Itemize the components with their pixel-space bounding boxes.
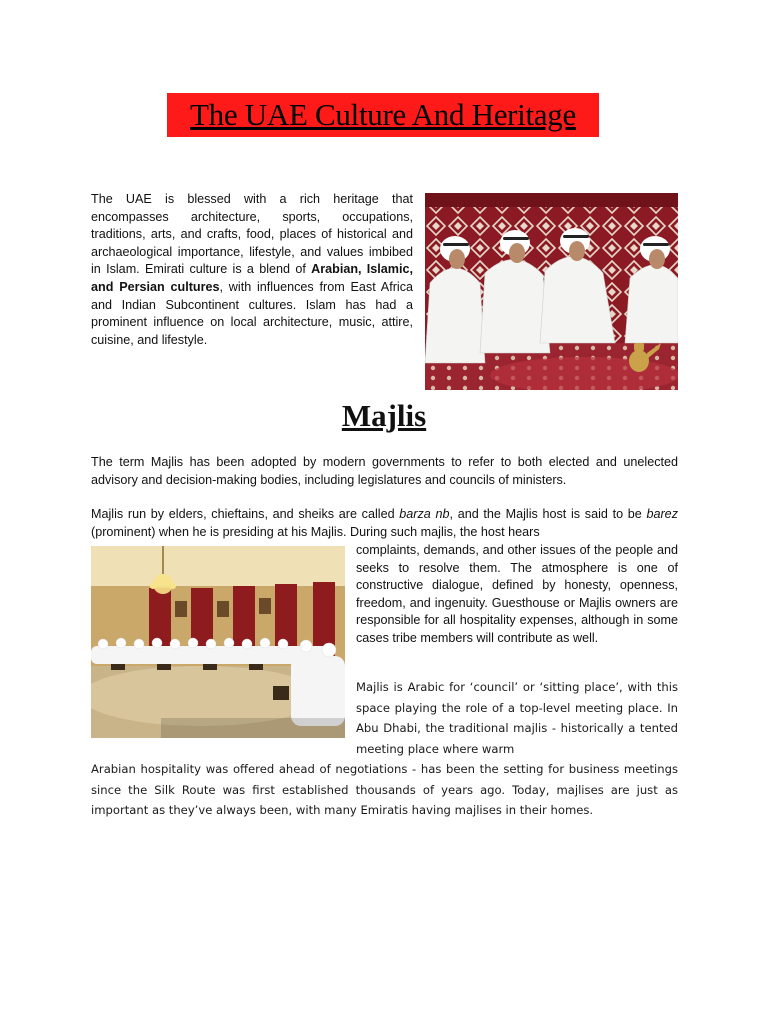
para2-text-b: , and the Majlis host is said to be [449,507,647,521]
majlis-hall-photo [91,546,345,738]
title-banner [167,93,599,137]
majlis-paragraph-5: Arabian hospitality was offered ahead of negotiations - has been the setting for business meetings since the Silk Route was first established thousands of years ago. Today, majlises are just as important as they’ve always been, with many Emiratis having majlises in their homes. [91,762,678,818]
intro-bold-cultures: Arabian, Islamic, and Persian cultures [91,262,414,294]
page-title: The UAE Culture And Heritage [190,97,576,132]
majlis-heading [0,398,768,434]
emirati-men-tent-photo [425,193,678,390]
majlis-paragraph-2 [91,506,678,541]
para2-text-c: (prominent) when he is presiding at his Majlis. During such majlis, the host hears [91,524,540,539]
majlis-heading-text: Majlis [341,398,427,433]
intro-paragraph [91,191,413,349]
intro-text-end: , with influences from East Africa and Indian Subcontinent cultures. Islam has had a prominent influence on local architecture, music, attire, cuisine, and lifestyle. [91,279,413,347]
intro-text-start: The UAE is blessed with a rich heritage that encompasses architecture, sports, occupations, traditions, arts, and crafts, food, places of historical and archaeological importance, lifestyle, and values imbibed in Islam. Emirati culture is a blend of [91,192,413,277]
majlis-paragraph-3: complaints, demands, and other issues of the people and seeks to resolve them. The atmosphere is one of constructive dialogue, defined by honesty, openness, freedom, and ingenuity. Guesthouse or Majlis owners are responsible for all hospitality expenses, although in some cases tribe members will contribute as well. [356,543,678,645]
majlis-paragraph-1: The term Majlis has been adopted by modern governments to refer to both elected and unelected advisory and decision-making bodies, including legislatures and councils of ministers. [91,455,678,487]
para2-italic-barza: barza nb [399,507,450,521]
majlis-paragraph-4: Majlis is Arabic for ‘council’ or ‘sitting place’, with this space playing the role of a top-level meeting place. In Abu Dhabi, the traditional majlis - historically a tented meeting place where warm [356,680,678,756]
para2-italic-barez: barez [646,507,678,521]
para2-text-a: Majlis run by elders, chieftains, and sheiks are called [91,507,400,521]
